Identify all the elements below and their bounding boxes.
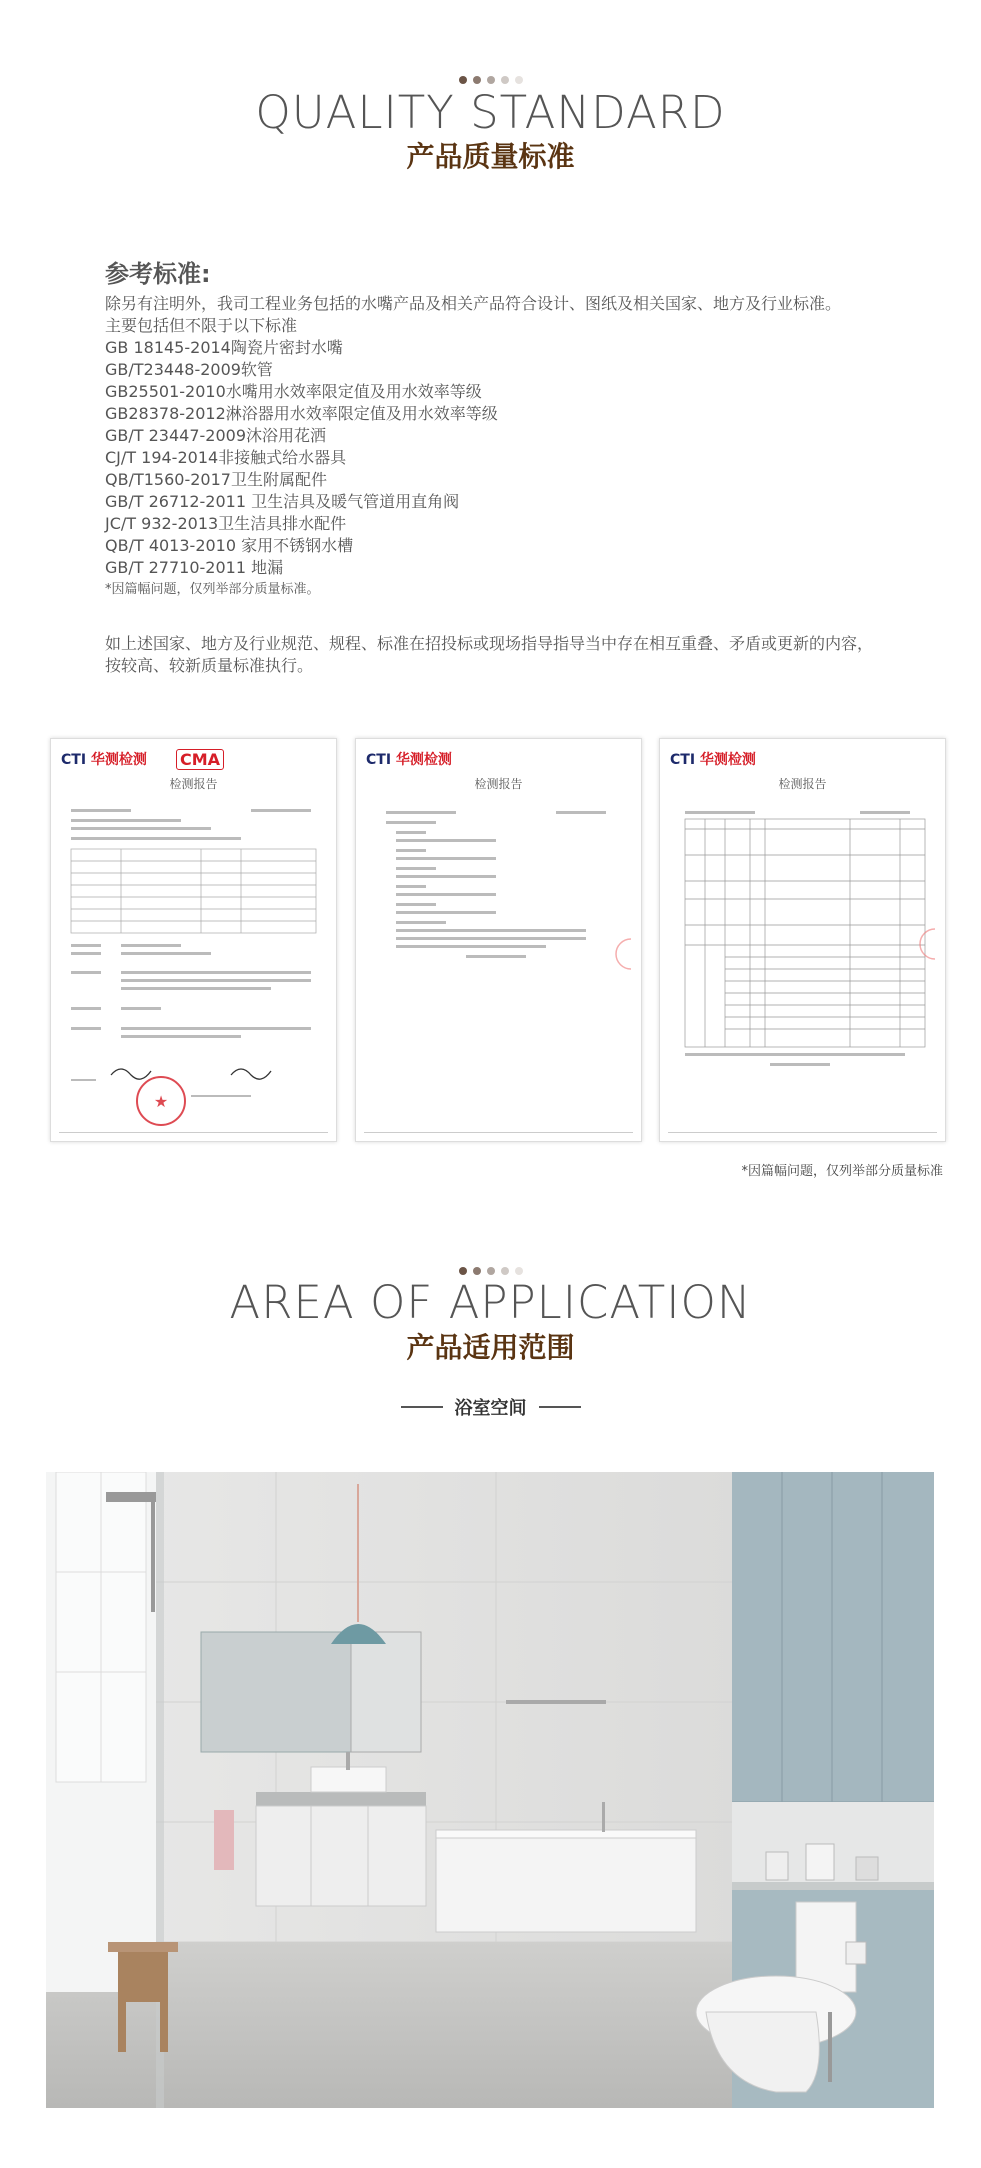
reference-line: GB 18145-2014陶瓷片密封水嘴 <box>105 338 343 357</box>
reference-line: GB/T 26712-2011 卫生洁具及暖气管道用直角阀 <box>105 492 460 511</box>
dot <box>459 76 467 84</box>
report-content-graphic <box>356 739 641 1141</box>
svg-text:★: ★ <box>153 1094 169 1111</box>
application-area-cn-title: 产品适用范围 <box>406 1331 575 1364</box>
quality-standard-title: QUALITY STANDARD <box>255 86 726 139</box>
cti-logo-text: CTI <box>670 752 696 768</box>
report-footer-line <box>59 1132 328 1133</box>
reference-line: 除另有注明外，我司工程业务包括的水嘴产品及相关产品符合设计、图纸及相关国家、地方及行业标准。 <box>105 294 842 313</box>
dot <box>501 76 509 84</box>
bathroom-photo <box>46 1472 934 2108</box>
dot <box>473 76 481 84</box>
quality-standard-cn-title: 产品质量标准 <box>406 140 575 173</box>
bathroom-illustration <box>46 1472 934 2108</box>
dot <box>459 1267 467 1275</box>
cti-logo-text: CTI <box>61 752 87 768</box>
reference-line: QB/T1560-2017卫生附属配件 <box>105 470 327 489</box>
application-area-title: AREA OF APPLICATION <box>229 1276 752 1329</box>
reference-line: GB/T 23447-2009沐浴用花洒 <box>105 426 327 445</box>
cti-logo-cn: 华测检测 <box>699 752 756 768</box>
report-footer-line <box>364 1132 633 1133</box>
reference-line: JC/T 932-2013卫生洁具排水配件 <box>105 514 347 533</box>
cti-logo-text: CTI <box>366 752 392 768</box>
bathroom-space-label <box>0 1394 981 1420</box>
decorative-dots <box>0 1267 981 1275</box>
reference-line: QB/T 4013-2010 家用不锈钢水槽 <box>105 536 354 555</box>
reference-note: *因篇幅问题，仅列举部分质量标准。 <box>105 582 320 597</box>
certificate-note: *因篇幅问题，仅列举部分质量标准 <box>741 1164 943 1179</box>
reference-line: CJ/T 194-2014非接触式给水器具 <box>105 448 347 467</box>
paragraph-line: 按较高、较新质量标准执行。 <box>105 656 314 675</box>
dot <box>515 76 523 84</box>
cti-logo-cn: 华测检测 <box>90 752 147 768</box>
reference-heading: 参考标准: <box>105 260 211 288</box>
bathroom-space-text: 浴室空间 <box>454 1398 527 1419</box>
dot <box>515 1267 523 1275</box>
test-report-3 <box>659 738 946 1142</box>
report-footer-line <box>668 1132 937 1133</box>
report-title: 检测报告 <box>169 777 218 791</box>
dot <box>487 1267 495 1275</box>
divider-line <box>401 1406 443 1408</box>
decorative-dots <box>0 76 981 84</box>
report-title: 检测报告 <box>778 777 827 791</box>
reference-standards <box>105 254 905 601</box>
dot <box>487 76 495 84</box>
reference-line: GB28378-2012淋浴器用水效率限定值及用水效率等级 <box>105 404 498 423</box>
dot <box>501 1267 509 1275</box>
cma-mark: CMA <box>176 749 224 770</box>
dot <box>473 1267 481 1275</box>
cti-logo-cn: 华测检测 <box>395 752 452 768</box>
standards-paragraph <box>105 633 925 677</box>
reference-line: GB25501-2010水嘴用水效率限定值及用水效率等级 <box>105 382 482 401</box>
reference-line: GB/T 27710-2011 地漏 <box>105 558 284 577</box>
report-content-graphic <box>51 739 336 1141</box>
divider-line <box>539 1406 581 1408</box>
reference-line: GB/T23448-2009软管 <box>105 360 273 379</box>
reference-line: 主要包括但不限于以下标准 <box>105 316 298 335</box>
report-title: 检测报告 <box>474 777 523 791</box>
paragraph-line: 如上述国家、地方及行业规范、规程、标准在招投标或现场指导指导当中存在相互重叠、矛盾或更新的内容， <box>105 634 874 653</box>
report-content-graphic <box>660 739 945 1141</box>
test-report-2 <box>355 738 642 1142</box>
test-report-1 <box>50 738 337 1142</box>
